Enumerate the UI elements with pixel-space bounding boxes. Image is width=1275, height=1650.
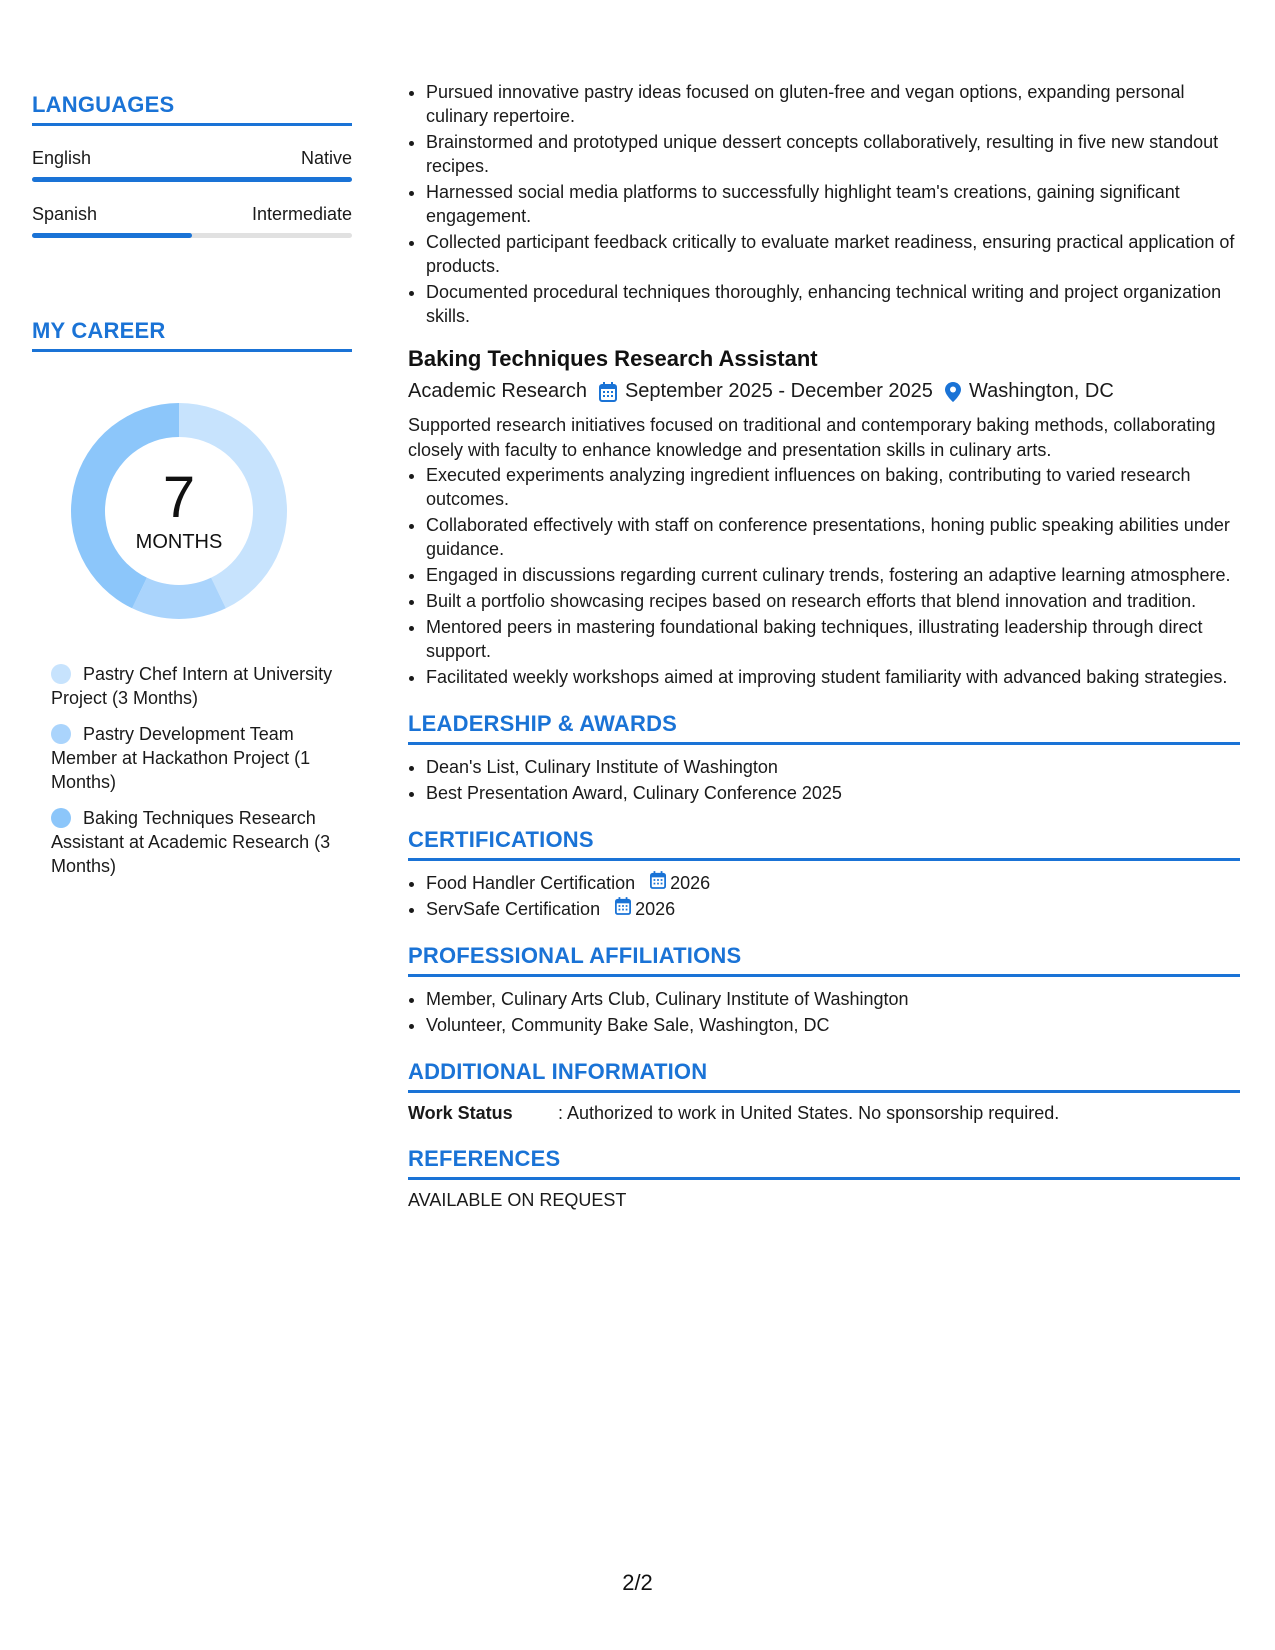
list-item xyxy=(426,871,1240,895)
legend-dot-icon xyxy=(51,808,71,828)
list-item: • Pursued innovative pastry ideas focused on gluten-free and vegan options, expanding personal culinary repertoire. xyxy=(426,80,1240,128)
list-item: • Member, Culinary Arts Club, Culinary Institute of Washington xyxy=(426,987,1240,1011)
language-level: Native xyxy=(300,148,352,168)
job-company: Academic Research xyxy=(408,380,587,402)
certification-name: ServSafe Certification xyxy=(426,899,601,919)
location-pin-icon xyxy=(945,382,961,402)
certifications-title: CERTIFICATIONS xyxy=(408,827,1240,861)
certifications-list xyxy=(408,871,1240,921)
career-donut-chart xyxy=(64,396,294,626)
language-level: Intermediate xyxy=(251,204,352,224)
job-location: Washington, DC xyxy=(968,380,1114,402)
language-proficiency-fill xyxy=(32,177,352,182)
list-item: • Documented procedural techniques thoroughly, enhancing technical writing and project organization skills. xyxy=(426,280,1240,328)
calendar-icon xyxy=(650,871,670,895)
list-item: • Facilitated weekly workshops aimed at improving student familiarity with advanced baking strategies. xyxy=(426,665,1240,689)
job-dates: September 2025 - December 2025 xyxy=(624,380,933,402)
list-item: • Brainstormed and prototyped unique dessert concepts collaboratively, resulting in five new standout recipes. xyxy=(426,130,1240,178)
certification-year: 2026 xyxy=(635,899,676,919)
certification-year-wrap xyxy=(650,871,710,895)
left-column xyxy=(32,92,352,890)
previous-job-bullets xyxy=(408,80,1240,328)
list-item: • Collected participant feedback critically to evaluate market readiness, ensuring practical application of products. xyxy=(426,230,1240,278)
right-column xyxy=(408,80,1240,1211)
language-item xyxy=(32,148,352,182)
job-bullets xyxy=(408,463,1240,689)
affiliations-list xyxy=(408,987,1240,1037)
list-item: • Built a portfolio showcasing recipes based on research efforts that blend innovation and tradition. xyxy=(426,589,1240,613)
legend-item xyxy=(51,722,333,794)
leadership-list xyxy=(408,755,1240,805)
career-title: MY CAREER xyxy=(32,318,352,352)
leadership-section xyxy=(408,711,1240,805)
additional-title: ADDITIONAL INFORMATION xyxy=(408,1059,1240,1093)
list-item: • Dean's List, Culinary Institute of Washington xyxy=(426,755,1240,779)
language-row xyxy=(32,148,352,169)
languages-section xyxy=(32,92,352,238)
list-item: • Volunteer, Community Bake Sale, Washington, DC xyxy=(426,1013,1240,1037)
calendar-icon xyxy=(615,897,635,921)
list-item xyxy=(426,897,1240,921)
legend-label: Pastry Chef Intern at University Project (3 Months) xyxy=(51,664,333,708)
donut-center xyxy=(64,396,294,626)
language-proficiency-bar xyxy=(32,233,352,238)
legend-dot-icon xyxy=(51,664,71,684)
language-name: Spanish xyxy=(32,204,98,224)
list-item: • Best Presentation Award, Culinary Conference 2025 xyxy=(426,781,1240,805)
career-legend xyxy=(51,662,352,878)
job-title: Baking Techniques Research Assistant xyxy=(408,346,818,371)
legend-dot-icon xyxy=(51,724,71,744)
references-section xyxy=(408,1146,1240,1211)
certification-year-wrap xyxy=(615,897,675,921)
certification-name: Food Handler Certification xyxy=(426,873,636,893)
legend-item xyxy=(51,806,333,878)
job-entry xyxy=(408,346,1240,689)
references-text: AVAILABLE ON REQUEST xyxy=(408,1190,627,1210)
calendar-icon xyxy=(599,382,617,402)
language-proficiency-bar xyxy=(32,177,352,182)
legend-item xyxy=(51,662,333,710)
list-item: • Harnessed social media platforms to successfully highlight team's creations, gaining significant engagement. xyxy=(426,180,1240,228)
list-item: • Executed experiments analyzing ingredient influences on baking, contributing to varied research outcomes. xyxy=(426,463,1240,511)
additional-section xyxy=(408,1059,1240,1124)
references-title: REFERENCES xyxy=(408,1146,1240,1180)
list-item: • Mentored peers in mastering foundational baking techniques, illustrating leadership through direct support. xyxy=(426,615,1240,663)
leadership-title: LEADERSHIP & AWARDS xyxy=(408,711,1240,745)
language-row xyxy=(32,204,352,225)
list-item: • Collaborated effectively with staff on conference presentations, honing public speaking abilities under guidance. xyxy=(426,513,1240,561)
certification-year: 2026 xyxy=(670,873,711,893)
language-proficiency-fill xyxy=(32,233,192,238)
career-total-value: 7 xyxy=(162,464,196,530)
affiliations-title: PROFESSIONAL AFFILIATIONS xyxy=(408,943,1240,977)
legend-label: Pastry Development Team Member at Hackathon Project (1 Months) xyxy=(51,724,311,792)
job-meta xyxy=(408,380,1240,403)
job-summary: Supported research initiatives focused on traditional and contemporary baking methods, collaborating closely with faculty to enhance knowledge and presentation skills in culinary arts. xyxy=(408,415,1216,460)
work-status-row xyxy=(408,1103,1240,1124)
legend-label: Baking Techniques Research Assistant at Academic Research (3 Months) xyxy=(51,808,331,876)
certifications-section xyxy=(408,827,1240,921)
work-status-value: : Authorized to work in United States. No sponsorship required. xyxy=(558,1103,1060,1123)
list-item: • Engaged in discussions regarding current culinary trends, fostering an adaptive learning atmosphere. xyxy=(426,563,1240,587)
language-item xyxy=(32,204,352,238)
career-section xyxy=(32,318,352,878)
page-number: 2/2 xyxy=(622,1570,653,1595)
work-status-label: Work Status xyxy=(408,1103,513,1123)
language-name: English xyxy=(32,148,92,168)
career-total-unit: MONTHS xyxy=(135,530,223,553)
affiliations-section xyxy=(408,943,1240,1037)
languages-title: LANGUAGES xyxy=(32,92,352,126)
